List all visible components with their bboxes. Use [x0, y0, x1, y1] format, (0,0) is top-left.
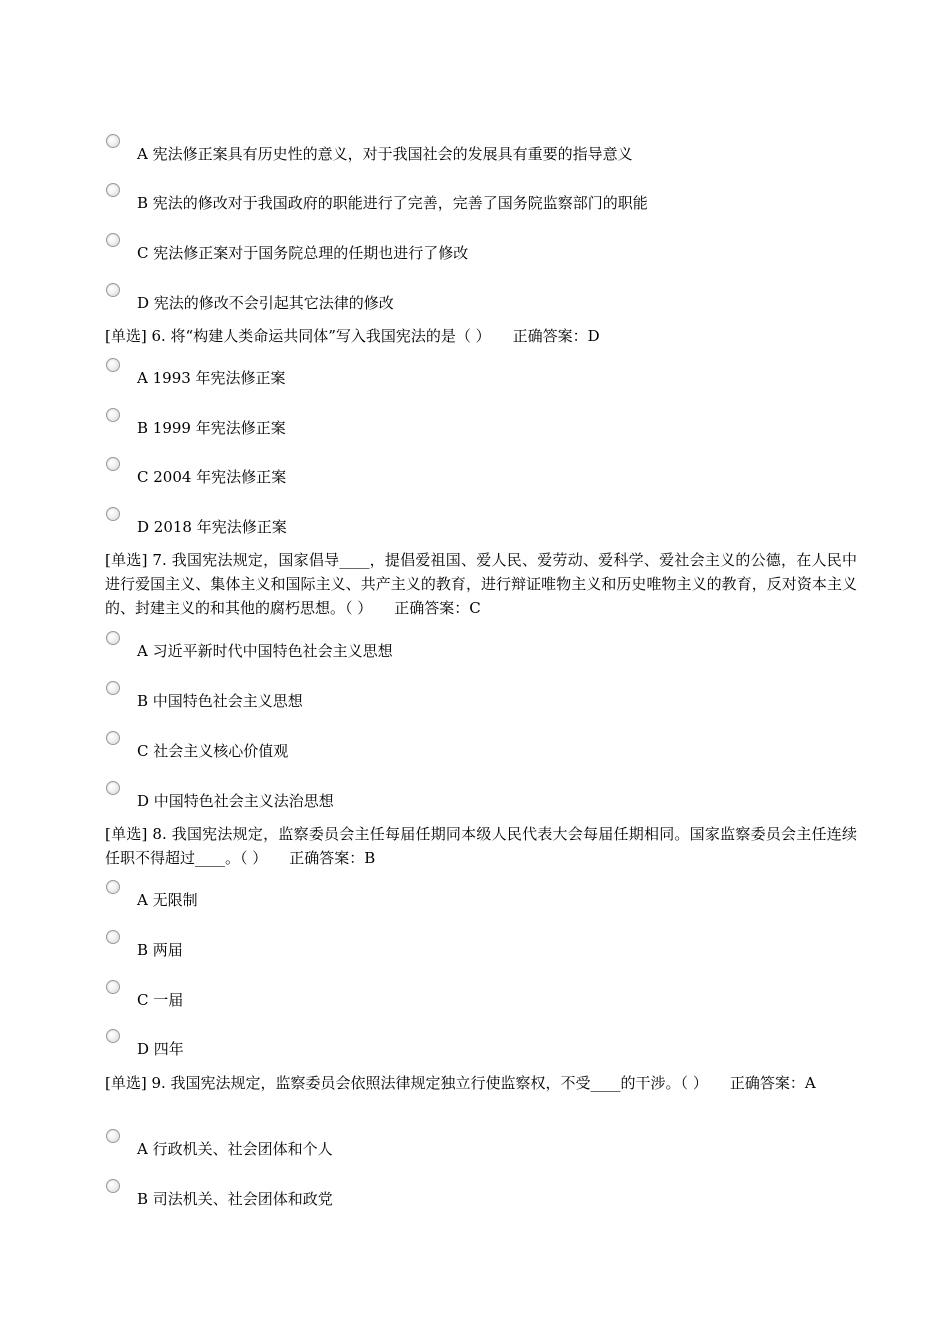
option-label: A 习近平新时代中国特色社会主义思想: [137, 642, 393, 660]
radio-icon[interactable]: [106, 1179, 120, 1193]
radio-icon[interactable]: [106, 457, 120, 471]
option-label: A 行政机关、社会团体和个人: [137, 1140, 333, 1158]
option-label: A 宪法修正案具有历史性的意义，对于我国社会的发展具有重要的指导意义: [137, 145, 633, 163]
correct-answer: 正确答案：B: [289, 849, 376, 867]
q6-option-b[interactable]: [106, 408, 866, 448]
q6-option-d[interactable]: [106, 507, 866, 547]
q8-option-a[interactable]: [106, 880, 866, 920]
q5-option-d[interactable]: [106, 283, 866, 323]
radio-icon[interactable]: [106, 731, 120, 745]
q8-option-b[interactable]: [106, 930, 866, 970]
radio-icon[interactable]: [106, 980, 120, 994]
option-label: B 宪法的修改对于我国政府的职能进行了完善，完善了国务院监察部门的职能: [137, 194, 648, 212]
radio-icon[interactable]: [106, 283, 120, 297]
q7-option-c[interactable]: [106, 731, 866, 771]
radio-icon[interactable]: [106, 183, 120, 197]
q6-option-c[interactable]: [106, 457, 866, 497]
q9-option-a[interactable]: [106, 1129, 866, 1169]
question-8: [105, 822, 857, 870]
question-7: [105, 548, 857, 620]
question-9: [105, 1071, 857, 1095]
question-text: [单选] 8. 我国宪法规定，监察委员会主任每届任期同本级人民代表大会每届任期相同。国家监察委员会主任连续任职不得超过____。（ ）: [105, 825, 857, 867]
option-label: D 四年: [137, 1040, 184, 1058]
correct-answer: 正确答案：C: [394, 599, 481, 617]
radio-icon[interactable]: [106, 408, 120, 422]
question-6: [105, 324, 857, 348]
radio-icon[interactable]: [106, 134, 120, 148]
radio-icon[interactable]: [106, 1029, 120, 1043]
q5-option-b[interactable]: [106, 183, 866, 223]
q8-option-d[interactable]: [106, 1029, 866, 1069]
q6-option-a[interactable]: [106, 358, 866, 398]
radio-icon[interactable]: [106, 880, 120, 894]
option-label: A 1993 年宪法修正案: [137, 369, 286, 387]
question-text: [单选] 9. 我国宪法规定，监察委员会依照法律规定独立行使监察权，不受____的干涉。（ ）: [105, 1074, 708, 1092]
option-label: B 1999 年宪法修正案: [137, 419, 286, 437]
radio-icon[interactable]: [106, 631, 120, 645]
q7-option-d[interactable]: [106, 781, 866, 821]
radio-icon[interactable]: [106, 358, 120, 372]
q8-option-c[interactable]: [106, 980, 866, 1020]
question-text: [单选] 7. 我国宪法规定，国家倡导____，提倡爱祖国、爱人民、爱劳动、爱科学、爱社会主义的公德，在人民中进行爱国主义、集体主义和国际主义、共产主义的教育，进行辩证唯物主义和历史唯物主义的教育，反对资本主义的、封建主义的和其他的腐朽思想。（ ）: [105, 551, 857, 617]
radio-icon[interactable]: [106, 1129, 120, 1143]
radio-icon[interactable]: [106, 233, 120, 247]
option-label: C 2004 年宪法修正案: [137, 468, 287, 486]
radio-icon[interactable]: [106, 507, 120, 521]
q9-option-b[interactable]: [106, 1179, 866, 1219]
q5-option-c[interactable]: [106, 233, 866, 273]
radio-icon[interactable]: [106, 681, 120, 695]
option-label: D 宪法的修改不会引起其它法律的修改: [137, 294, 394, 312]
question-text: [单选] 6. 将“构建人类命运共同体”写入我国宪法的是（ ）: [105, 327, 491, 345]
q7-option-b[interactable]: [106, 681, 866, 721]
option-label: C 宪法修正案对于国务院总理的任期也进行了修改: [137, 244, 469, 262]
option-label: B 两届: [137, 941, 183, 959]
q5-option-a[interactable]: [106, 134, 866, 174]
correct-answer: 正确答案：D: [512, 327, 600, 345]
radio-icon[interactable]: [106, 781, 120, 795]
option-label: D 2018 年宪法修正案: [137, 518, 287, 536]
option-label: D 中国特色社会主义法治思想: [137, 792, 334, 810]
option-label: C 一届: [137, 991, 184, 1009]
correct-answer: 正确答案：A: [729, 1074, 816, 1092]
radio-icon[interactable]: [106, 930, 120, 944]
q7-option-a[interactable]: [106, 631, 866, 671]
option-label: C 社会主义核心价值观: [137, 742, 289, 760]
option-label: B 司法机关、社会团体和政党: [137, 1190, 333, 1208]
option-label: A 无限制: [137, 891, 198, 909]
option-label: B 中国特色社会主义思想: [137, 692, 303, 710]
